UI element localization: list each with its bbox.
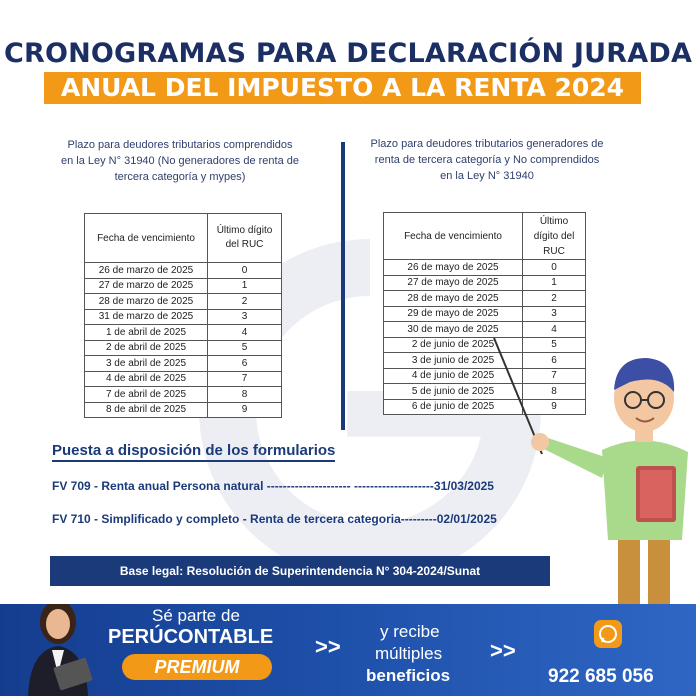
whatsapp-icon[interactable] [594, 620, 622, 648]
premium-badge: PREMIUM [122, 654, 272, 680]
phone-number[interactable]: 922 685 056 [548, 666, 654, 687]
column-divider [341, 142, 345, 430]
table-row: 3 de abril de 2025 6 [85, 356, 282, 372]
table-row: 31 de marzo de 2025 3 [85, 309, 282, 325]
col-digit-header: Último dígito del RUC [523, 213, 586, 260]
table-row: 2 de junio de 2025 5 [384, 337, 586, 353]
banner-line2c: beneficios [366, 666, 451, 685]
banner-line2a: y recibe [380, 622, 440, 641]
col-digit-header: Último dígito del RUC [208, 214, 282, 263]
table-row: 4 de junio de 2025 7 [384, 368, 586, 384]
table-row: 4 de abril de 2025 7 [85, 371, 282, 387]
arrows-right: >> [490, 638, 516, 663]
table-row: 5 de junio de 2025 8 [384, 384, 586, 400]
table-row: 27 de mayo de 2025 1 [384, 275, 586, 291]
promo-banner[interactable] [0, 604, 696, 696]
table-row: 26 de marzo de 2025 0 [85, 263, 282, 279]
table-row: 2 de abril de 2025 5 [85, 340, 282, 356]
arrows-left: >> [315, 634, 341, 659]
table-row: 1 de abril de 2025 4 [85, 325, 282, 341]
left-column-heading: Plazo para deudores tributarios comprendidos en la Ley N° 31940 (No generadores de renta de tercera categoría y mypes) [60, 139, 299, 183]
forms-section-title: Puesta a disposición de los formularios [52, 442, 335, 462]
table-row: 8 de abril de 2025 9 [85, 402, 282, 418]
right-column-heading: Plazo para deudores tributarios generadores de renta de tercera categoría y No comprendidos en la Ley N° 31940 [370, 138, 604, 182]
table-row: 6 de junio de 2025 9 [384, 399, 586, 415]
col-date-header: Fecha de vencimiento [384, 213, 523, 260]
col-date-header: Fecha de vencimiento [85, 214, 208, 263]
table-header-row [85, 214, 282, 263]
form-fv709: FV 709 - Renta anual Persona natural --------------------- --------------------31/03/2025 [52, 479, 494, 493]
table-row: 3 de junio de 2025 6 [384, 353, 586, 369]
table-row: 27 de marzo de 2025 1 [85, 278, 282, 294]
left-schedule-table [84, 213, 282, 418]
table-row: 28 de marzo de 2025 2 [85, 294, 282, 310]
page-title-line1: CRONOGRAMAS PARA DECLARACIÓN JURADA [3, 38, 693, 69]
woman-with-tablet-photo [18, 604, 98, 696]
legal-basis-banner: Base legal: Resolución de Superintendencia N° 304-2024/Sunat [50, 556, 550, 586]
banner-brand: PERÚCONTABLE [108, 626, 274, 648]
table-row: 30 de mayo de 2025 4 [384, 322, 586, 338]
table-row: 26 de mayo de 2025 0 [384, 260, 586, 276]
table-row: 28 de mayo de 2025 2 [384, 291, 586, 307]
page-title-line2: ANUAL DEL IMPUESTO A LA RENTA 2024 [44, 72, 641, 104]
table-row: 7 de abril de 2025 8 [85, 387, 282, 403]
banner-line2b: múltiples [375, 644, 443, 663]
form-fv710: FV 710 - Simplificado y completo - Renta de tercera categoria---------02/01/2025 [52, 512, 497, 526]
table-header-row [384, 213, 586, 260]
banner-line1: Sé parte de [152, 606, 240, 625]
table-row: 29 de mayo de 2025 3 [384, 306, 586, 322]
